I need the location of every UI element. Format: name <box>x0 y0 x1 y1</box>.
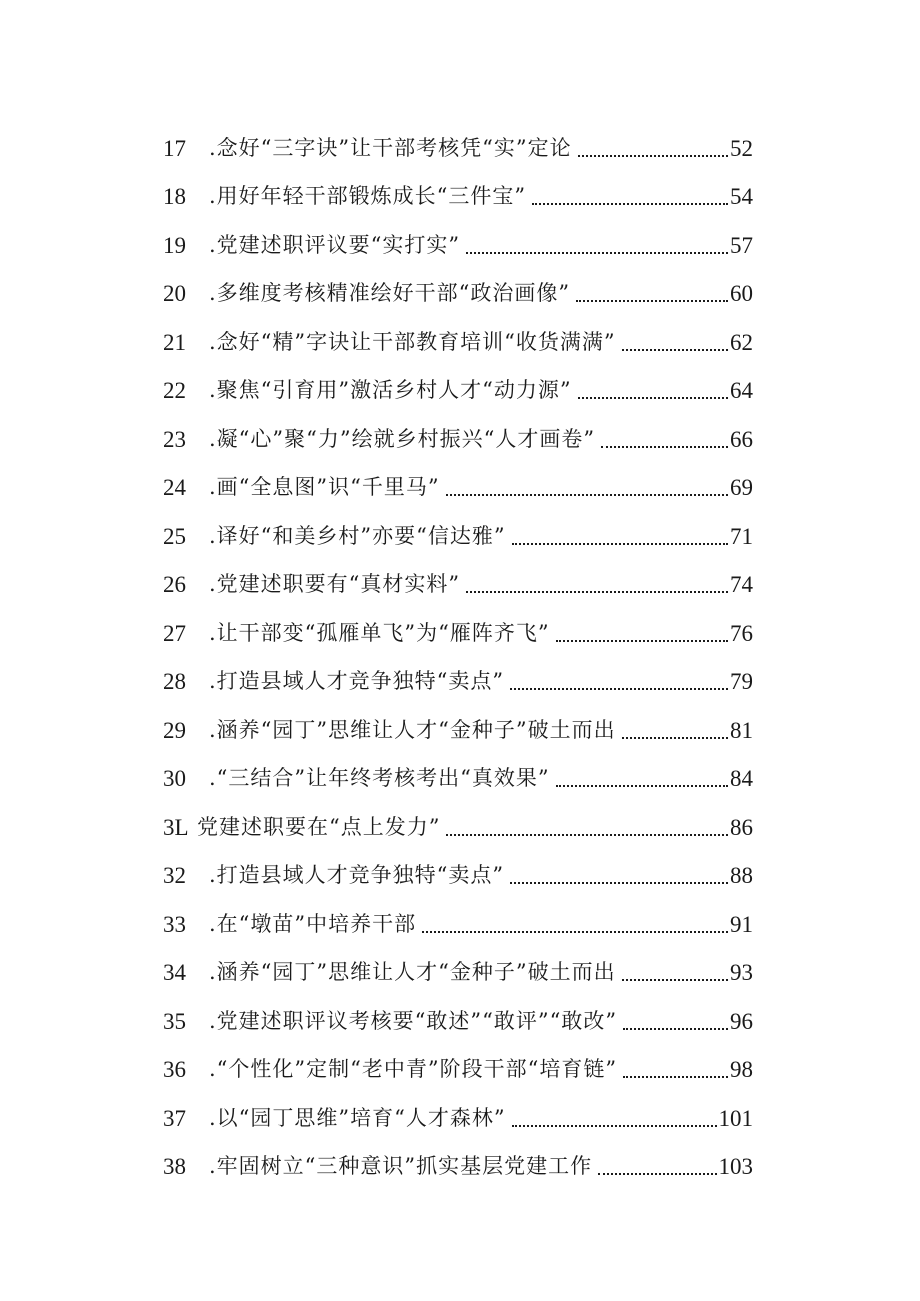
toc-entry-number: 37 <box>163 1105 186 1131</box>
toc-entry-number: 24 <box>163 475 186 500</box>
toc-dot-leader <box>466 251 728 254</box>
toc-entry-38[interactable] <box>163 1132 753 1181</box>
toc-entry-18[interactable] <box>163 162 753 211</box>
toc-entry-30[interactable] <box>163 744 753 793</box>
toc-entry-page: 69 <box>730 475 753 500</box>
toc-entry-page: 76 <box>730 620 753 646</box>
toc-entry-23[interactable] <box>163 404 753 453</box>
toc-dot-leader <box>512 542 728 545</box>
toc-entry-number: 27 <box>163 620 186 646</box>
toc-entry-number: 35 <box>163 1008 186 1034</box>
toc-dot-leader <box>578 154 728 157</box>
toc-entry-page: 66 <box>730 426 753 452</box>
toc-entry-number: 18 <box>163 184 186 209</box>
toc-dot-leader <box>623 1027 728 1030</box>
toc-dot-leader <box>556 639 728 642</box>
toc-entry-25[interactable] <box>163 501 753 550</box>
toc-entry-17[interactable] <box>163 113 753 162</box>
toc-entry-number: 19 <box>163 232 186 258</box>
toc-entry-number: 36 <box>163 1057 186 1082</box>
toc-entry-21[interactable] <box>163 307 753 356</box>
toc-entry-page: 88 <box>730 863 753 888</box>
toc-entry-number: 26 <box>163 572 186 597</box>
toc-entry-34[interactable] <box>163 938 753 987</box>
toc-entry-26[interactable] <box>163 550 753 599</box>
toc-entry-27[interactable] <box>163 598 753 647</box>
toc-dot-leader <box>446 833 728 836</box>
toc-entry-title: .在“墩苗”中培养干部 <box>209 911 417 936</box>
toc-entry-title: .“三结合”让年终考核考出“真效果” <box>209 766 550 790</box>
toc-entry-title: .多维度考核精准绘好干部“政治画像” <box>209 281 571 305</box>
toc-entry-title: .打造县域人才竞争独特“卖点” <box>209 669 505 693</box>
toc-entry-page: 57 <box>730 232 753 258</box>
toc-dot-leader <box>598 1172 716 1175</box>
toc-entry-title: .打造县域人才竞争独特“卖点” <box>209 863 505 887</box>
toc-dot-leader <box>510 881 728 884</box>
toc-dot-leader <box>466 590 728 593</box>
toc-entry-number: 33 <box>163 911 186 937</box>
toc-entry-page: 96 <box>730 1008 753 1034</box>
toc-entry-page: 84 <box>730 766 753 791</box>
toc-entry-35[interactable] <box>163 986 753 1035</box>
toc-entry-36[interactable] <box>163 1035 753 1084</box>
toc-entry-number: 17 <box>163 135 186 161</box>
toc-dot-leader <box>422 930 728 933</box>
toc-entry-title: .念好“三字诀”让干部考核凭“实”定论 <box>209 135 572 160</box>
toc-entry-page: 74 <box>730 572 753 597</box>
toc-dot-leader <box>622 348 728 351</box>
toc-entry-title: .以“园丁思维”培育“人才森林” <box>209 1105 506 1130</box>
toc-entry-31[interactable] <box>163 792 753 841</box>
table-of-contents <box>163 113 753 1180</box>
toc-entry-title: .凝“心”聚“力”绘就乡村振兴“人才画卷” <box>209 426 596 451</box>
toc-entry-number: 20 <box>163 281 186 306</box>
toc-dot-leader <box>578 396 728 399</box>
toc-entry-title: .用好年轻干部锻炼成长“三件宝” <box>209 184 527 208</box>
toc-entry-29[interactable] <box>163 695 753 744</box>
toc-entry-title: .画“全息图”识“千里马” <box>209 475 440 499</box>
toc-entry-page: 54 <box>730 184 753 209</box>
toc-entry-37[interactable] <box>163 1083 753 1132</box>
toc-entry-33[interactable] <box>163 889 753 938</box>
toc-entry-title: .聚焦“引育用”激活乡村人才“动力源” <box>209 378 572 402</box>
toc-entry-title: .“个性化”定制“老中青”阶段干部“培育链” <box>209 1057 618 1081</box>
toc-entry-title: .念好“精”字诀让干部教育培训“收货满满” <box>209 329 616 354</box>
toc-entry-page: 103 <box>718 1154 753 1179</box>
toc-entry-page: 62 <box>730 329 753 355</box>
toc-dot-leader <box>623 1075 728 1078</box>
toc-entry-page: 98 <box>730 1057 753 1082</box>
toc-entry-page: 52 <box>730 135 753 161</box>
toc-entry-title: 党建述职要在“点上发力” <box>197 814 441 839</box>
toc-entry-20[interactable] <box>163 259 753 308</box>
toc-entry-title: .牢固树立“三种意识”抓实基层党建工作 <box>209 1154 593 1178</box>
toc-dot-leader <box>556 784 728 787</box>
toc-dot-leader <box>622 736 728 739</box>
toc-entry-28[interactable] <box>163 647 753 696</box>
toc-entry-22[interactable] <box>163 356 753 405</box>
toc-dot-leader <box>510 687 728 690</box>
toc-entry-page: 71 <box>730 523 753 549</box>
toc-dot-leader <box>576 299 728 302</box>
toc-entry-number: 23 <box>163 426 186 452</box>
toc-entry-page: 64 <box>730 378 753 403</box>
toc-dot-leader <box>446 493 728 496</box>
toc-entry-page: 93 <box>730 960 753 985</box>
toc-entry-page: 91 <box>730 911 753 937</box>
toc-entry-title: .党建述职评议要“实打实” <box>209 232 461 257</box>
toc-entry-number: 3L <box>163 814 189 840</box>
toc-dot-leader <box>601 445 728 448</box>
toc-dot-leader <box>622 978 728 981</box>
toc-entry-number: 29 <box>163 717 186 743</box>
toc-entry-title: .党建述职要有“真材实料” <box>209 572 461 596</box>
toc-entry-title: .让干部变“孤雁单飞”为“雁阵齐飞” <box>209 620 550 645</box>
toc-entry-number: 28 <box>163 669 186 694</box>
toc-entry-number: 38 <box>163 1154 186 1179</box>
toc-entry-number: 25 <box>163 523 186 549</box>
toc-entry-title: .党建述职评议考核要“敢述”“敢评”“敢改” <box>209 1008 618 1033</box>
toc-entry-title: .涵养“园丁”思维让人才“金种子”破土而出 <box>209 960 616 984</box>
toc-entry-number: 21 <box>163 329 186 355</box>
toc-entry-page: 79 <box>730 669 753 694</box>
toc-entry-title: .涵养“园丁”思维让人才“金种子”破土而出 <box>209 717 616 742</box>
toc-entry-number: 30 <box>163 766 186 791</box>
toc-entry-19[interactable] <box>163 210 753 259</box>
toc-dot-leader <box>512 1124 717 1127</box>
toc-entry-number: 32 <box>163 863 186 888</box>
toc-entry-number: 22 <box>163 378 186 403</box>
toc-entry-number: 34 <box>163 960 186 985</box>
toc-entry-24[interactable] <box>163 453 753 502</box>
toc-entry-title: .译好“和美乡村”亦要“信达雅” <box>209 523 506 548</box>
toc-entry-32[interactable] <box>163 841 753 890</box>
toc-entry-page: 101 <box>718 1105 753 1131</box>
toc-entry-page: 86 <box>730 814 753 840</box>
toc-entry-page: 81 <box>730 717 753 743</box>
toc-entry-page: 60 <box>730 281 753 306</box>
toc-dot-leader <box>532 202 728 205</box>
